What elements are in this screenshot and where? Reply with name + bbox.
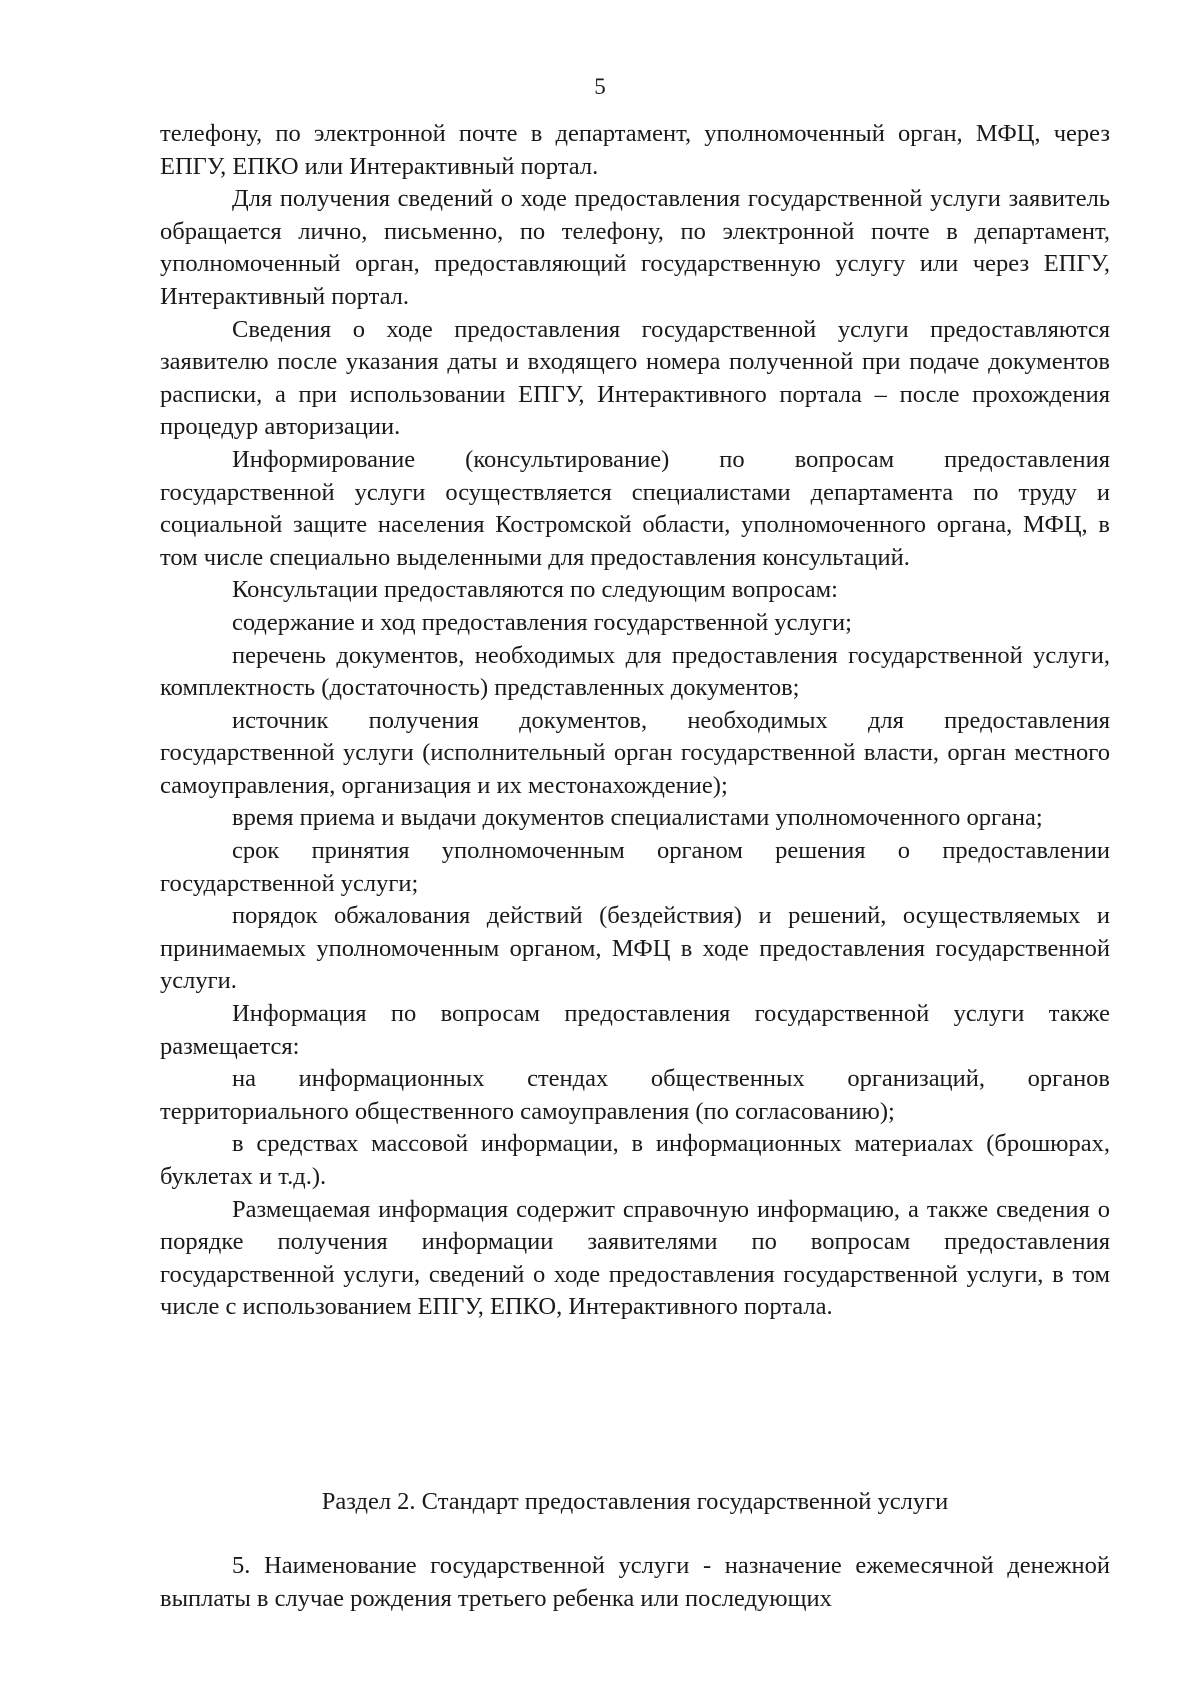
final-text [160,1550,1110,1615]
paragraph: Информация по вопросам предоставления государственной услуги также размещается: [160,1000,1110,1060]
list-item: срок принятия уполномоченным органом решения о предоставлении государственной услуги; [160,837,1110,897]
paragraph: Для получения сведений о ходе предоставления государственной услуги заявитель обращается лично, письменно, по телефону, по электронной почте в департамент, уполномоченный орган, предоставляющий государственную услугу или через ЕПГУ, Интерактивный портал. [160,185,1110,310]
list-item: содержание и ход предоставления государственной услуги; [232,608,852,636]
paragraph: Информирование (консультирование) по вопросам предоставления государственной услуги осуществляется специалистами департамента по труду и социальной защите населения Костромской области, уполномоченного органа, МФЦ, в том числе специально выделенными для предоставления консультаций. [160,445,1110,571]
list-item: перечень документов, необходимых для предоставления государственной услуги, комплектность (достаточность) представленных документов; [160,641,1110,702]
list-item: время приема и выдачи документов специалистами уполномоченного органа; [232,804,1043,832]
paragraph: телефону, по электронной почте в департамент, уполномоченный орган, МФЦ, через ЕПГУ, ЕПКО или Интерактивный портал. [160,120,1110,180]
list-item: порядок обжалования действий (бездействия) и решений, осуществляемых и принимаемых уполномоченным органом, МФЦ в ходе предоставления государственной услуги. [160,902,1110,995]
paragraph: Размещаемая информация содержит справочную информацию, а также сведения о порядке получения информации заявителями по вопросам предоставления государственной услуги, сведений о ходе предоставления государственной услуги, в том числе с использованием ЕПГУ, ЕПКО, Интерактивного портала. [160,1195,1110,1321]
body-text [160,118,1110,1324]
section-heading: Раздел 2. Стандарт предоставления государственной услуги [321,1488,949,1515]
list-item: источник получения документов, необходимых для предоставления государственной услуги (исполнительный орган государственной власти, орган местного самоуправления, организация и их местонахождение); [160,706,1110,799]
page-number: 5 [594,74,606,99]
paragraph: Сведения о ходе предоставления государственной услуги предоставляются заявителю после указания даты и входящего номера полученной при подаче документов расписки, а при использовании ЕПГУ, Интерактивного портала – после прохождения процедур авторизации. [160,315,1110,441]
paragraph: 5. Наименование государственной услуги - назначение ежемесячной денежной выплаты в случае рождения третьего ребенка или последующих [160,1552,1110,1612]
paragraph: Консультации предоставляются по следующим вопросам: [232,576,838,604]
list-item: на информационных стендах общественных организаций, органов территориального общественного самоуправления (по согласованию); [160,1065,1110,1125]
list-item: в средствах массовой информации, в информационных материалах (брошюрах, буклетах и т.д.). [160,1130,1110,1190]
